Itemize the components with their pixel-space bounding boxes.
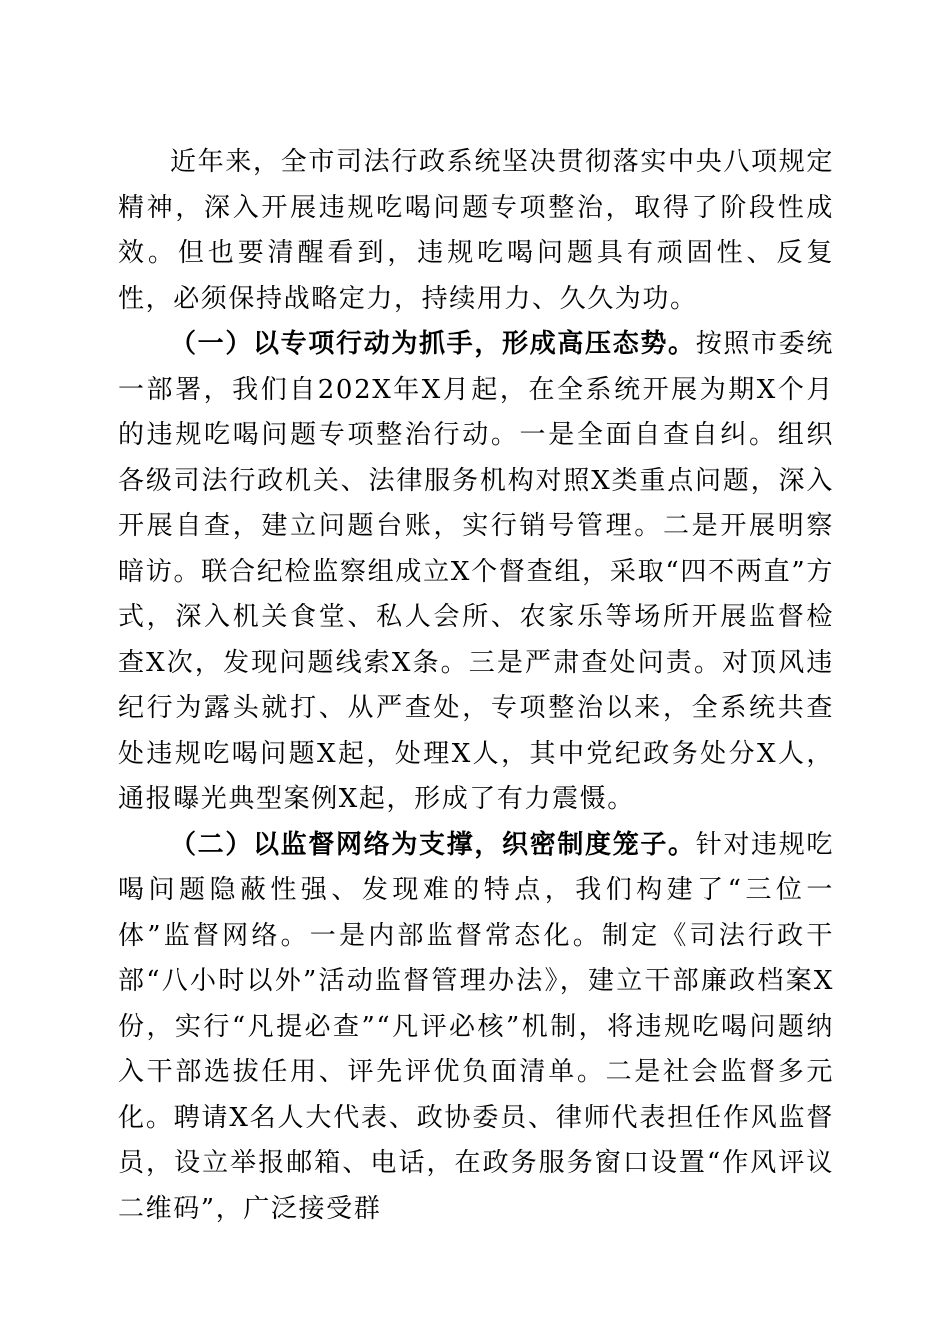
section-2-body: 针对违规吃喝问题隐蔽性强、发现难的特点，我们构建了“三位一体”监督网络。一是内部监督常态化。制定《司法行政干部“八小时以外”活动监督管理办法》，建立干部廉政档案X份，实行“凡提必查”“凡评必核”机制，将违规吃喝问题纳入干部选拔任用、评先评优负面清单。二是社会监督多元化。聘请X名人大代表、政协委员、律师代表担任作风监督员，设立举报邮箱、电话，在政务服务窗口设置“作风评议二维码”，广泛接受群 [118, 829, 834, 1224]
section-1-heading: （一）以专项行动为抓手，形成高压态势。 [170, 329, 696, 359]
section-1-body: 按照市委统一部署，我们自202X年X月起，在全系统开展为期X个月的违规吃喝问题专项整治行动。一是全面自查自纠。组织各级司法行政机关、法律服务机构对照X类重点问题，深入开展自查，建立问题台账，实行销号管理。二是开展明察暗访。联合纪检监察组成立X个督查组，采取“四不两直”方式，深入机关食堂、私人会所、农家乐等场所开展监督检查X次，发现问题线索X条。三是严肃查处问责。对顶风违纪行为露头就打、从严查处，专项整治以来，全系统共查处违规吃喝问题X起，处理X人，其中党纪政务处分X人，通报曝光典型案例X起，形成了有力震慑。 [118, 329, 834, 814]
document-page [118, 140, 834, 1232]
section-2-heading: （二）以监督网络为支撑，织密制度笼子。 [170, 829, 696, 860]
intro-paragraph: 近年来，全市司法行政系统坚决贯彻落实中央八项规定精神，深入开展违规吃喝问题专项整治，取得了阶段性成效。但也要清醒看到，违规吃喝问题具有顽固性、反复性，必须保持战略定力，持续用力、久久为功。 [118, 147, 834, 314]
section-2-paragraph [118, 823, 834, 1233]
section-1-paragraph [118, 322, 834, 823]
